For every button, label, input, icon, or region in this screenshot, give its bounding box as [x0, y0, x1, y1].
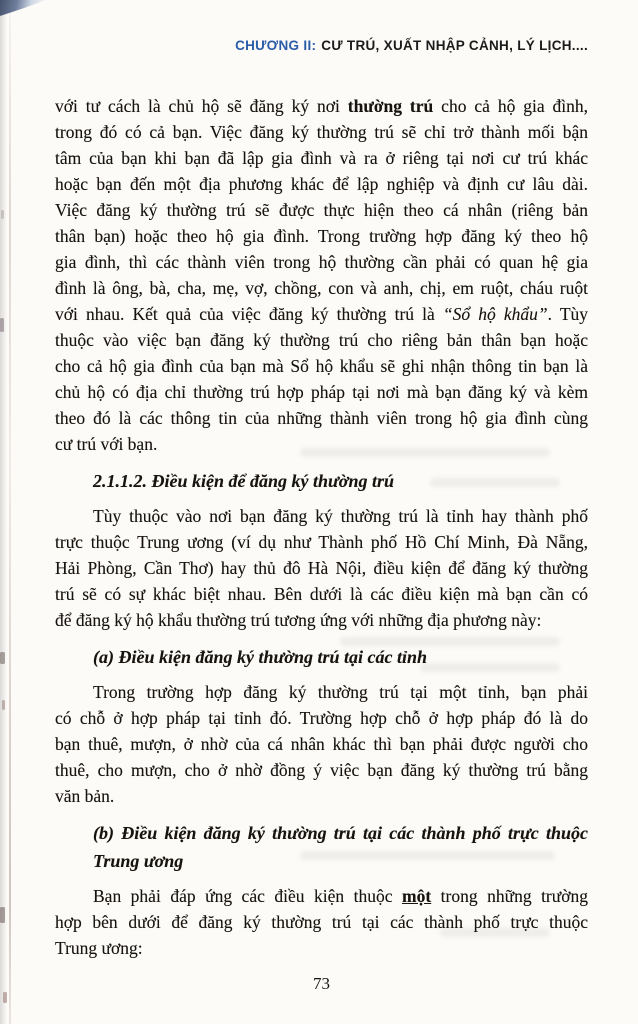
text-segment: Tùy thuộc vào nơi bạn đăng ký thường trú là tỉnh hay thành phố — [93, 506, 588, 526]
text-segment: “Sổ hộ khẩu” — [442, 304, 548, 324]
text-line — [55, 249, 588, 275]
text-line — [55, 353, 588, 379]
scan-artifact-mark — [0, 652, 5, 664]
text-segment: . Tùy — [547, 304, 589, 324]
text-line — [55, 555, 588, 581]
text-line — [55, 93, 588, 119]
text-segment: 2.1.1.2. Điều kiện để đăng ký thường trú — [93, 471, 394, 491]
text-line — [55, 405, 588, 431]
text-segment: có chỗ ở hợp pháp tại tỉnh đó. Trường hợp chỗ ở hợp pháp đó là do — [55, 708, 588, 728]
heading-block — [55, 467, 588, 495]
scan-artifact-mark — [0, 318, 4, 332]
text-segment: theo đó là các thông tin của những thành viên trong hộ gia đình cùng — [55, 408, 588, 428]
text-line — [55, 847, 588, 875]
text-segment: Trung ương — [93, 851, 184, 871]
text-line — [55, 503, 588, 529]
page-number: 73 — [313, 974, 330, 993]
text-segment: chủ hộ có địa chỉ thường trú hợp pháp tại nơi mà bạn đăng ký và kèm — [55, 382, 588, 402]
scan-crease-line — [9, 0, 11, 1024]
para-block — [55, 679, 588, 809]
text-line — [55, 171, 588, 197]
text-segment: Bạn phải đáp ứng các điều kiện thuộc — [93, 886, 402, 906]
text-segment: một — [402, 886, 432, 906]
text-line — [55, 223, 588, 249]
heading-block — [55, 643, 588, 671]
text-segment: Trong trường hợp đăng ký thường trú tại một tỉnh, bạn phải — [93, 682, 588, 702]
text-segment: Trung ương: — [55, 938, 143, 958]
text-segment: trong đó có cả bạn. Việc đăng ký thường trú sẽ chỉ trở thành mối bận — [55, 122, 588, 142]
text-line — [55, 431, 588, 457]
text-segment: (b) Điều kiện đăng ký thường trú tại các thành phố trực thuộc — [93, 823, 588, 843]
text-segment: thường trú — [347, 96, 434, 116]
text-segment: bạn thuê, mượn, ở nhờ của cá nhân khác thì bạn phải được người cho — [55, 734, 588, 754]
para-block — [55, 503, 588, 633]
para-block — [55, 93, 588, 457]
text-line — [55, 119, 588, 145]
text-line — [55, 581, 588, 607]
text-segment: trực thuộc Trung ương (ví dụ như Thành phố Hồ Chí Minh, Đà Nẵng, — [55, 532, 588, 552]
running-header — [55, 38, 588, 53]
heading-block — [55, 819, 588, 875]
page-body — [55, 93, 588, 961]
text-line — [55, 705, 588, 731]
scan-artifact-mark — [3, 992, 7, 1003]
text-line — [55, 643, 588, 671]
text-line — [55, 731, 588, 757]
text-segment: thuộc vào việc bạn đăng ký thường trú cho riêng bản thân bạn hoặc — [55, 330, 588, 350]
chapter-label: CHƯƠNG II: — [235, 38, 317, 53]
text-line — [55, 379, 588, 405]
text-segment: với nhau. Kết quả của việc đăng ký thường trú là — [55, 304, 443, 324]
chapter-title: CƯ TRÚ, XUẤT NHẬP CẢNH, LÝ LỊCH.... — [321, 38, 588, 53]
text-segment: với tư cách là chủ hộ sẽ đăng ký nơi — [55, 96, 348, 116]
text-line — [55, 757, 588, 783]
text-segment: gia đình, thì các thành viên trong hộ thường cần phải có quan hệ gia — [55, 252, 588, 272]
text-segment: Việc đăng ký thường trú sẽ được thực hiện theo cá nhân (riêng bản — [55, 200, 588, 220]
text-line — [55, 935, 588, 961]
text-segment: Hải Phòng, Cần Thơ) hay thủ đô Hà Nội, điều kiện để đăng ký thường — [55, 558, 588, 578]
text-line — [55, 679, 588, 705]
text-segment: đình là ông, bà, cha, mẹ, vợ, chồng, con và anh, chị, em ruột, cháu ruột — [55, 278, 588, 298]
text-segment: hoặc bạn đến một địa phương khác để lập nghiệp và định cư lâu dài. — [55, 174, 588, 194]
scan-artifact-mark — [0, 907, 5, 923]
text-line — [55, 883, 588, 909]
text-segment: trú sẽ có sự khác biệt nhau. Bên dưới là các điều kiện mà bạn cần có — [55, 584, 588, 604]
text-segment: thuê, cho mượn, cho ở nhờ đồng ý việc bạn đăng ký thường trú bằng — [55, 760, 588, 780]
scan-edge-shadow — [0, 0, 7, 1024]
text-line — [55, 529, 588, 555]
text-segment: trong những trường — [431, 886, 589, 906]
text-line — [55, 467, 588, 495]
text-line — [55, 275, 588, 301]
text-line — [55, 819, 588, 847]
text-line — [55, 909, 588, 935]
text-line — [55, 145, 588, 171]
text-segment: cư trú với bạn. — [55, 434, 158, 454]
text-segment: cho cả hộ gia đình của bạn mà Sổ hộ khẩu sẽ ghi nhận thông tin bạn là — [55, 356, 588, 376]
text-line — [55, 197, 588, 223]
scan-artifact-corner — [0, 0, 46, 16]
text-line — [55, 301, 588, 327]
text-segment: tâm của bạn khi bạn đã lập gia đình và ra ở riêng tại nơi cư trú khác — [55, 148, 588, 168]
scan-artifact-mark — [2, 700, 5, 710]
text-segment: cho cả hộ gia đình, — [433, 96, 589, 116]
text-segment: văn bản. — [55, 786, 115, 806]
text-segment: hợp bên dưới để đăng ký thường trú tại các thành phố trực thuộc — [55, 912, 588, 932]
scan-artifact-mark — [1, 210, 4, 219]
text-line — [55, 607, 588, 633]
text-segment: để đăng ký hộ khẩu thường trú tương ứng với những địa phương này: — [55, 610, 542, 630]
para-block — [55, 883, 588, 961]
text-segment: (a) Điều kiện đăng ký thường trú tại các tỉnh — [93, 647, 427, 667]
text-segment: thân bạn) hoặc theo hộ gia đình. Trong trường hợp đăng ký theo hộ — [55, 226, 588, 246]
text-line — [55, 783, 588, 809]
text-line — [55, 327, 588, 353]
